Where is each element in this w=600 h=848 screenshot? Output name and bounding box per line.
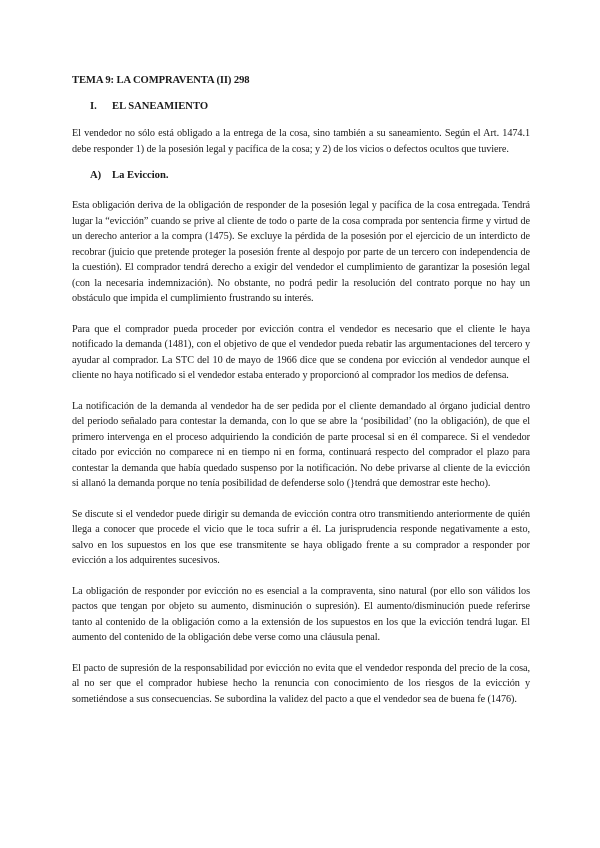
paragraph: El pacto de supresión de la responsabilidad por evicción no evita que el vendedor responda del precio de la cosa, al no ser que el comprador hubiese hecho la renuncia con conocimiento de los riesgos de la evicción y sometiéndose a sus consecuencias. Se subordina la validez del pacto a que el vendedor sea de buena fe (1476). [72,662,530,705]
section-title: EL SANEAMIENTO [112,101,209,112]
section-heading [90,100,530,114]
subsection-number: A) [90,170,102,181]
intro-paragraph: El vendedor no sólo está obligado a la entrega de la cosa, sino también a su saneamiento. Según el Art. 1474.1 debe responder 1) de la posesión legal y pacífica de la cosa; y 2) de los vicios o defectos ocultos que tuviere. [72,128,530,155]
document-body [72,74,530,707]
paragraph: Esta obligación deriva de la obligación de responder de la posesión legal y pacífica de la cosa entregada. Tendrá lugar la “evicción” cuando se prive al cliente de todo o parte de la cosa comprada por sentencia firme y virtud de un derecho anterior a la compra (1475). Se excluye la pérdida de la posesión por el ejercicio de un interdicto de recobrar (juicio que pretende proteger la posesión frente al despojo por parte de un tercero con independencia de la cuestión). El comprador tendrá derecho a exigir del vendedor el cumplimiento de garantizar la posesión legal (con la necesaria indemnización). No obstante, no podrá pedir la resolución del contrato porque no hay un obstáculo que impida el cumplimiento frustrando su interés. [72,200,530,304]
page-title: TEMA 9: LA COMPRAVENTA (II) 298 [72,75,250,86]
section-number: I. [90,101,97,112]
paragraph: Para que el comprador pueda proceder por evicción contra el vendedor es necesario que el cliente le haya notificado la demanda (1481), con el objetivo de que el vendedor pueda rebatir las argumentaciones del tercero y ayudar al comprador. La STC del 10 de mayo de 1966 dice que se condena por evicción al vendedor aunque el cliente no haya notificado si el vendedor estaba enterado y proporcionó al comprador los medios de defensa. [72,323,530,381]
paragraph: La notificación de la demanda al vendedor ha de ser pedida por el cliente demandado al órgano judicial dentro del periodo señalado para contestar la demanda, con lo que se abre la ‘posibilidad’ (no la obligación), de que el primero intervenga en el proceso adquiriendo la condición de parte procesal si en él comparece. Si el vendedor citado por evicción no comparece ni en tiempo ni en forma, continuará respecto del comprador el plazo para contestar la demanda que había quedado suspenso por la notificación. No debe privarse al cliente de la evicción si allanó la demanda porque no tenía posibilidad de defenderse solo (}tendrá que demostrar este hecho). [72,400,530,489]
paragraph: La obligación de responder por evicción no es esencial a la compraventa, sino natural (por ello son válidos los pactos que tengan por objeto su aumento, disminución o supresión). El aumento/disminución puede referirse tanto al contenido de la obligación como a la extensión de los supuestos en los que la evicción tendrá lugar. El aumento del contenido de la obligación debe verse como una cláusula penal. [72,585,530,643]
subsection-heading [90,169,530,183]
paragraph: Se discute si el vendedor puede dirigir su demanda de evicción contra otro transmitiendo anteriormente de quién llega a conocer que procede el vicio que le toca sufrir a él. La jurisprudencia responde negativamente a esto, salvo en los supuestos en los que ese transmitente se haya obligado frente a su comprador a responder por evicción a los adquirentes sucesivos. [72,508,530,566]
subsection-title: La Eviccion. [112,170,169,181]
